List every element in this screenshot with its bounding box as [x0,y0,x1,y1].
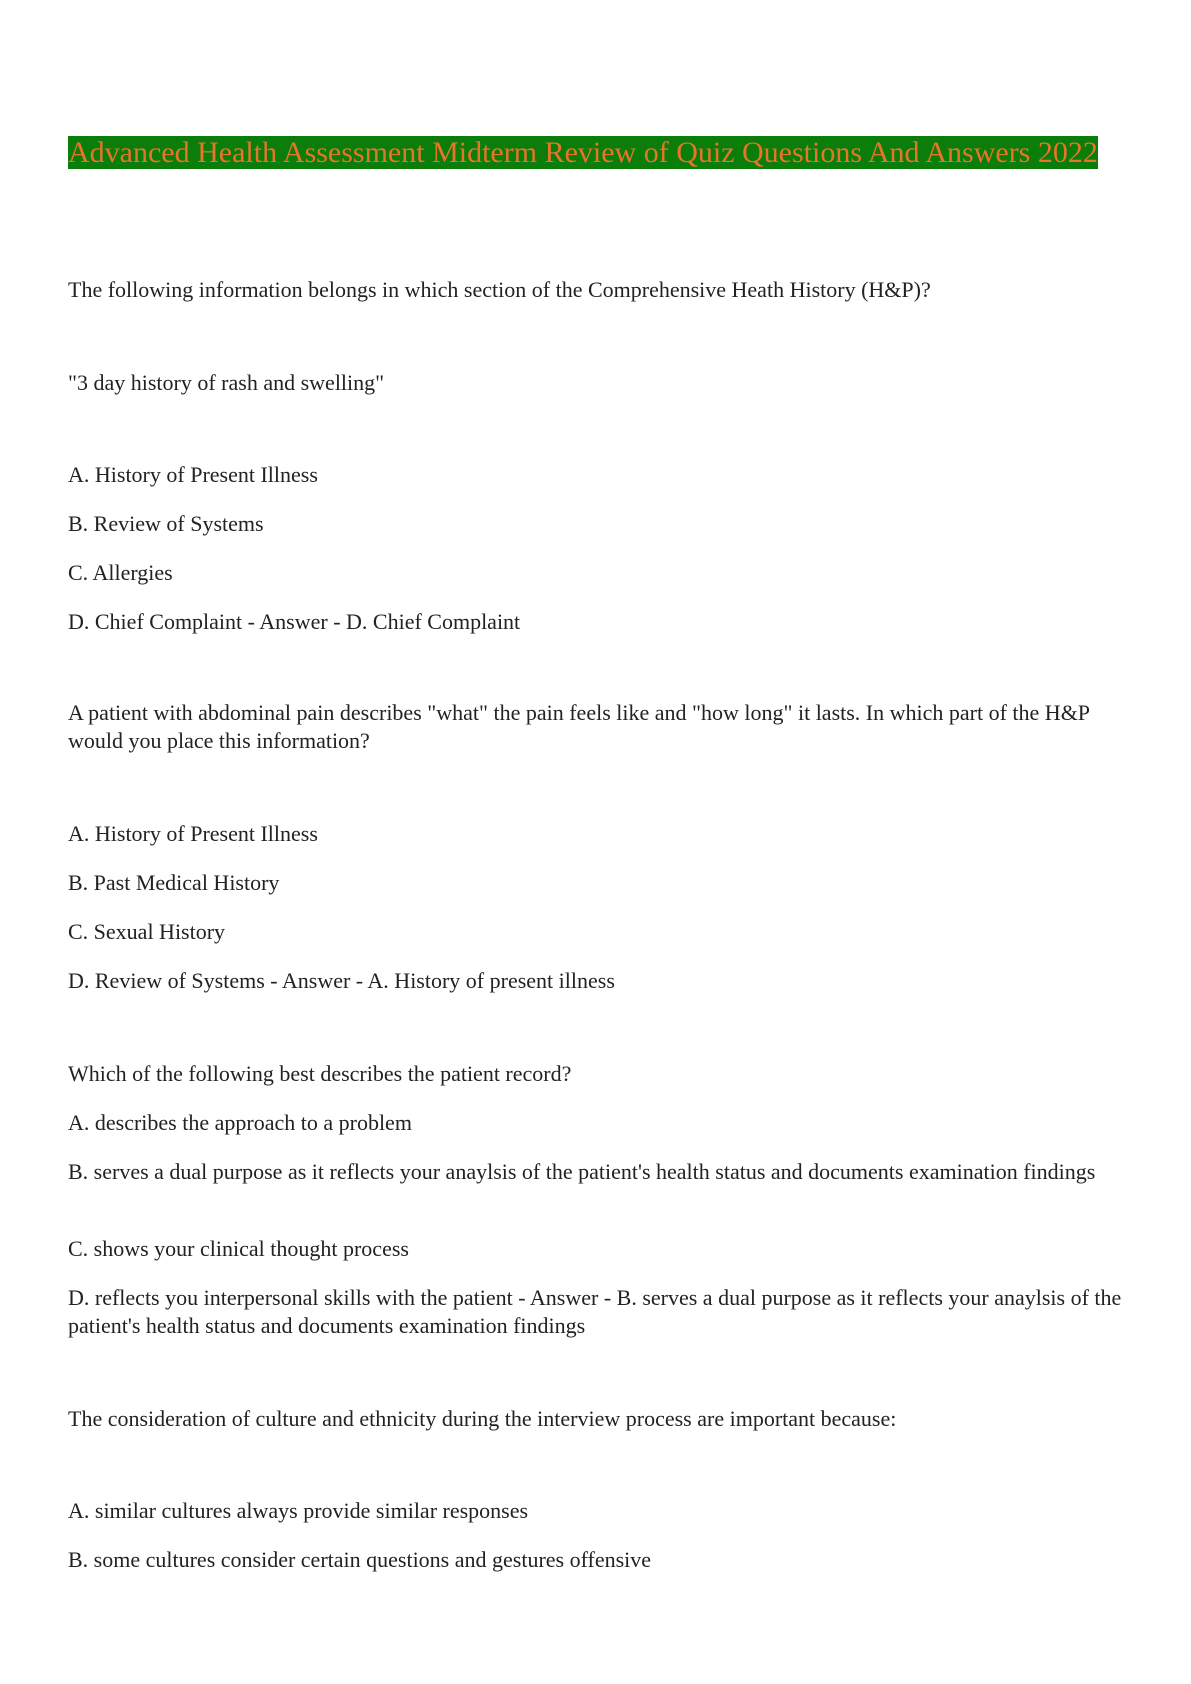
q1-prompt: The following information belongs in which section of the Comprehensive Heath History (H&P)? [68,277,931,302]
q1-option-d: D. Chief Complaint - Answer - D. Chief Complaint [68,609,521,634]
q3-option-c: C. shows your clinical thought process [68,1236,409,1261]
q1-option-c: C. Allergies [68,560,173,585]
q4-option-b: B. some cultures consider certain questions and gestures offensive [68,1547,652,1572]
q3-prompt: Which of the following best describes the patient record? [68,1061,572,1086]
q3-option-b: B. serves a dual purpose as it reflects your anaylsis of the patient's health status and documents examination findings [68,1159,1096,1184]
q1-option-b: B. Review of Systems [68,511,264,536]
q4-prompt: The consideration of culture and ethnicity during the interview process are important because: [68,1406,897,1431]
q3-option-d: D. reflects you interpersonal skills with the patient - Answer - B. serves a dual purpose as it reflects your anaylsis of the patient's health status and documents examination findings [68,1285,1122,1338]
q2-option-c: C. Sexual History [68,919,226,944]
q3-option-a: A. describes the approach to a problem [68,1110,412,1135]
q1-option-a: A. History of Present Illness [68,462,318,487]
document-title [68,134,1128,172]
q1-quote: "3 day history of rash and swelling" [68,370,385,395]
q2-option-d: D. Review of Systems - Answer - A. History of present illness [68,968,615,993]
q2-option-a: A. History of Present Illness [68,821,318,846]
q4-option-a: A. similar cultures always provide similar responses [68,1498,529,1523]
q2-prompt: A patient with abdominal pain describes "what" the pain feels like and "how long" it lasts. In which part of the H&P would you place this information? [68,700,1090,753]
document-title-text: Advanced Health Assessment Midterm Review of Quiz Questions And Answers 2022 [68,136,1098,169]
q2-option-b: B. Past Medical History [68,870,280,895]
